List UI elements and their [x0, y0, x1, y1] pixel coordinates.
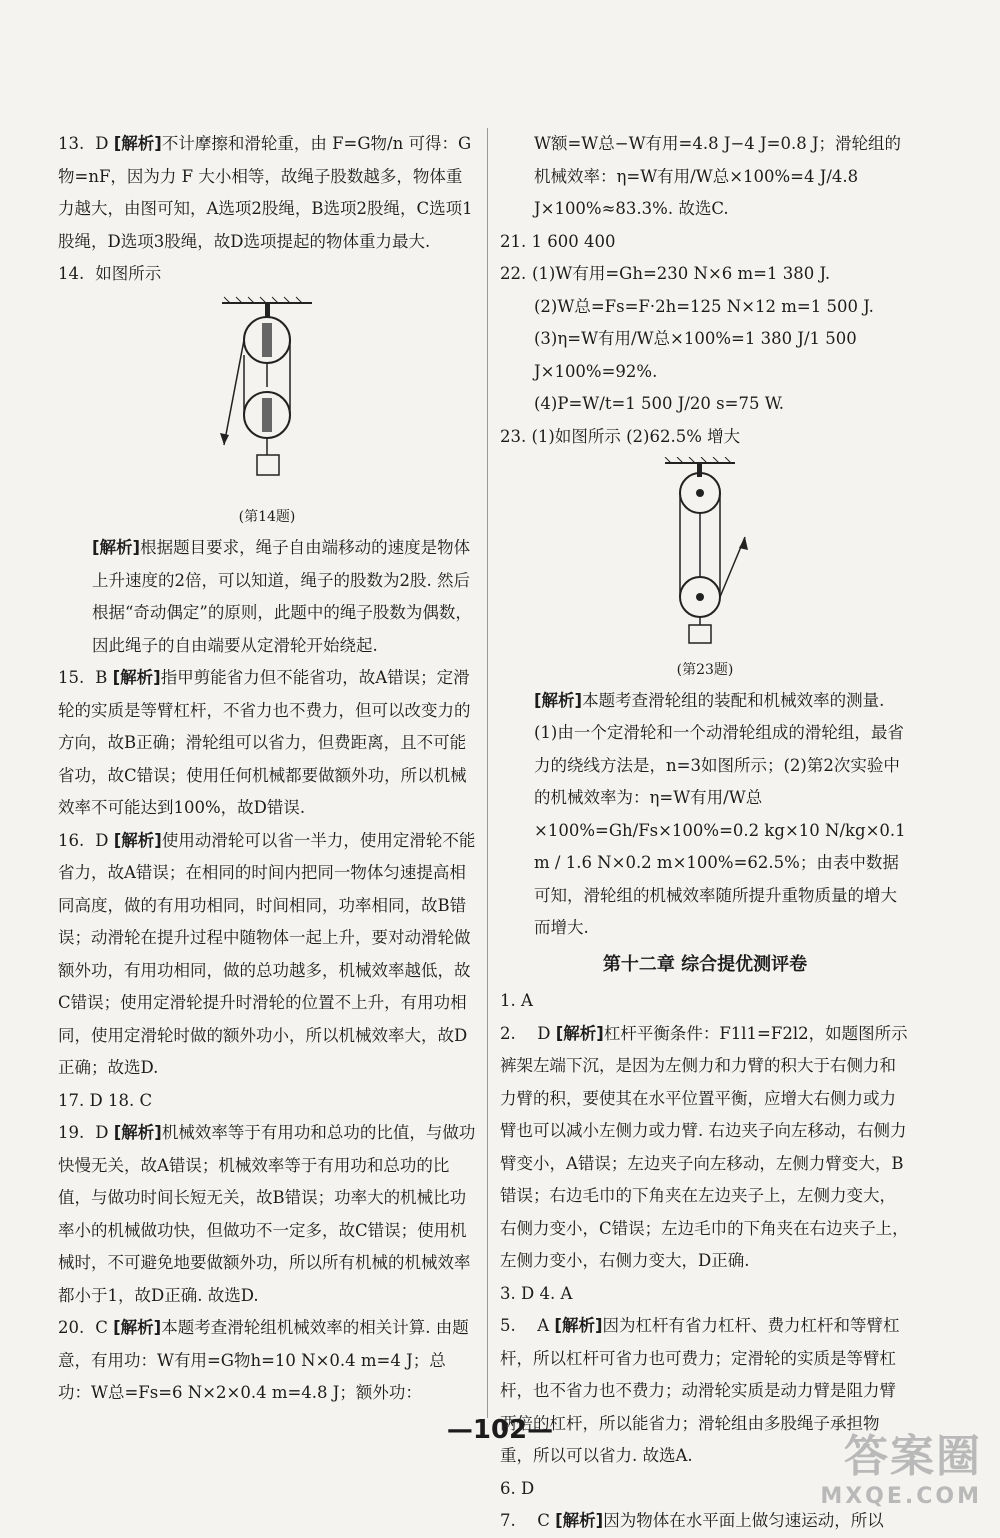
- analysis-23: [解析]本题考查滑轮组的装配和机械效率的测量. (1)由一个定滑轮和一个动滑轮组成的滑轮组，最省力的绕线方法是，n=3如图所示；(2)第2次实验中的机械效率为：η=W有用/W总×100%=Gh/Fs×100%=0.2 kg×10 N/kg×0.1 m / 1.6 N×0.2 m×100%=62.5%；由表中数据可知，滑轮组的机械效率随所提升重物质量的增大而增大.: [534, 690, 906, 937]
- left-column: [58, 128, 476, 1410]
- question-16: 16. D [解析]使用动滑轮可以省一半力，使用定滑轮不能省力，故A错误；在相同的时间内把同一物体匀速提高相同高度，做的有用功相同，时间相同，功率相同，故B错误；动滑轮在提升过程中随物体一起上升，要对动滑轮做额外功，有用功相同，做的总功越多，机械效率越低，故C错误；使用定滑轮提升时滑轮的位置不上升，有用功相同，使用定滑轮时做的额外功小，所以机械效率大，故D正确；故选D.: [58, 830, 476, 1077]
- chapter-title: 第十二章 综合提优测评卷: [602, 953, 808, 975]
- figure-caption-23: (第23题): [676, 661, 734, 678]
- page-number: —102—: [446, 1415, 554, 1445]
- pulley-diagram-14: [202, 295, 332, 495]
- question-21: 21. 1 600 400: [500, 231, 616, 251]
- answers-3-4: 3. D 4. A: [500, 1283, 573, 1303]
- answer-6: 6. D: [500, 1478, 535, 1498]
- question-23: 23. (1)如图所示 (2)62.5% 增大: [500, 426, 741, 446]
- pulley-figure-23: [500, 457, 910, 681]
- question-22: 22. (1)W有用=Gh=230 N×6 m=1 380 J. (2)W总=Fs=F·2h=125 N×12 m=1 500 J. (3)η=W有用/W总×100%=1 380 J/1 500 J×100%=92%. (4)P=W/t=1 500 J/20 s=75 W.: [500, 264, 874, 413]
- pulley-figure-14: [58, 295, 476, 529]
- watermark-logo: 答案圈 MXQE.COM: [820, 1431, 982, 1509]
- answer-1: 1. A: [500, 991, 533, 1010]
- question-15: 15. B [解析]指甲剪能省力但不能省功，故A错误；定滑轮的实质是等臂杠杆，不省力也不费力，但可以改变力的方向，故B正确；滑轮组可以省力，但费距离，且不可能省功，故C错误；使用任何机械都要做额外功，所以机械效率不可能达到100%，故D错误.: [58, 668, 471, 817]
- right-column: [500, 128, 910, 1538]
- question-14: 14. 如图所示: [58, 264, 162, 283]
- pulley-diagram-23: [645, 457, 765, 647]
- question-20: 20. C [解析]本题考查滑轮组机械效率的相关计算. 由题意，有用功：W有用=G物h=10 N×0.4 m=4 J；总功：W总=Fs=6 N×2×0.4 m=4.8 J；额外功：: [58, 1318, 469, 1402]
- analysis-14: [解析]根据题目要求，绳子自由端移动的速度是物体上升速度的2倍，可以知道，绳子的股数为2股. 然后根据“奇动偶定”的原则，此题中的绳子股数为偶数，因此绳子的自由端要从定滑轮开始绕起.: [92, 538, 472, 655]
- answer-2: 2. D [解析]杠杆平衡条件：F1l1=F2l2，如题图所示裤架左端下沉，是因为左侧力和力臂的积大于右侧力和力臂的积，要使其在水平位置平衡，应增大右侧力或力臂也可以减小左侧力或力臂. 右边夹子向左移动，右侧力臂变小，A错误；左边夹子向左移动，左侧力臂变大，B错误；右边毛巾的下角夹在左边夹子上，左侧力变大，右侧力变小，C错误；左边毛巾的下角夹在右边夹子上，左侧力变小，右侧力变大，D正确.: [500, 1023, 909, 1270]
- column-divider: [487, 128, 488, 1418]
- answer-5: 5. A [解析]因为杠杆有省力杠杆、费力杠杆和等臂杠杆，所以杠杆可省力也可费力；定滑轮的实质是等臂杠杆，也不省力也不费力；动滑轮实质是动力臂是阻力臂两倍的杠杆，所以能省力；滑轮组由多股绳子承担物重，所以可以省力. 故选A.: [500, 1316, 900, 1465]
- figure-caption-14: (第14题): [238, 509, 296, 525]
- questions-17-18: 17. D 18. C: [58, 1090, 153, 1110]
- answer-7: 7. C [解析]因为物体在水平面上做匀速运动，所以: [500, 1511, 884, 1530]
- question-13: 13. D [解析]不计摩擦和滑轮重，由 F=G物/n 可得：G物=nF，因为力 F 大小相等，故绳子股数越多，物体重力越大，由图可知，A选项2股绳，B选项2股绳，C选项1股绳，D选项3股绳，故D选项提起的物体重力最大.: [58, 134, 473, 251]
- question-19: 19. D [解析]机械效率等于有用功和总功的比值，与做功快慢无关，故A错误；机械效率等于有用功和总功的比值，与做功时间长短无关，故B错误；功率大的机械比功率小的机械做功快，但做功不一定多，故C错误；使用机械时，不可避免地要做额外功，所以所有机械的机械效率都小于1，故D正确. 故选D.: [58, 1123, 476, 1305]
- question-20-continued: W额=W总−W有用=4.8 J−4 J=0.8 J；滑轮组的机械效率：η=W有用/W总×100%=4 J/4.8 J×100%≈83.3%. 故选C.: [534, 134, 902, 218]
